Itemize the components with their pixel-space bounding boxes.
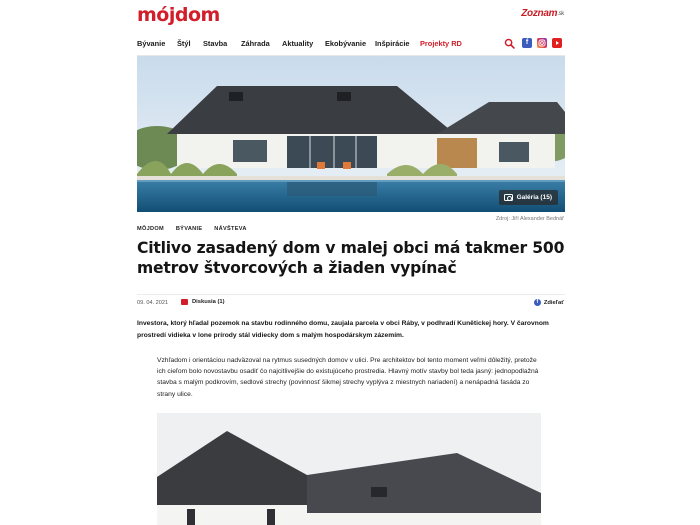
share-button[interactable] [534,299,564,306]
meta-divider [137,294,565,295]
nav-item-aktuality[interactable]: Aktuality [282,39,314,48]
nav-item-stavba[interactable]: Stavba [203,39,228,48]
breadcrumb-item[interactable]: MÔJDOM [137,226,164,232]
share-label: Zdieľať [543,299,564,306]
nav-actions [500,36,566,52]
partner-logo[interactable] [521,8,564,19]
breadcrumb-item[interactable]: NÁVŠTEVA [214,226,247,232]
article-title: Citlivo zasadený dom v malej obci má takmer 500 metrov štvorcových a žiaden vypínač [137,239,565,277]
hero-house-illustration [137,56,565,212]
discussion-label: Diskusia (1) [192,299,225,305]
site-header [0,0,700,30]
youtube-icon[interactable] [552,38,562,48]
nav-item-byvanie[interactable]: Bývanie [137,39,166,48]
comment-icon [181,299,188,305]
nav-item-projekty-rd[interactable]: Projekty RD [420,39,462,48]
instagram-icon[interactable] [537,38,547,48]
photo-credit: Zdroj: Jiří Alexander Bednář [495,216,564,222]
article-date: 09. 04. 2021 [137,300,169,306]
breadcrumb [137,226,257,232]
facebook-icon[interactable]: f [522,38,532,48]
partner-name: Zoznam [521,8,558,19]
nav-item-styl[interactable]: Štýl [177,39,191,48]
search-icon[interactable] [504,38,515,49]
site-logo[interactable]: mójdom [137,4,220,26]
article-paragraph: Vzhľadom i orientáciou nadväzoval na rytmus susedných domov v ulici. Pre architektov bol tento moment veľmi dôležitý, pretože ich cieľom bolo novostavbu osadiť čo najcitlivejšie do existujúceho prostredia. Hlavný motív stavby bol teda jasný: jednopodlažná stavba s malým podkrovím, sedlové strechy (povinnosť šikmej strechy vyplýva z miestnych nariadení) a nenápadná fasáda zo strany ulice. [157,357,539,398]
facebook-share-icon: f [534,299,541,306]
article-image[interactable] [157,413,541,525]
gallery-button[interactable] [499,190,558,205]
hero-image[interactable] [137,56,565,212]
breadcrumb-item[interactable]: BÝVANIE [175,226,203,232]
nav-item-ekobyvanie[interactable]: Ekobývanie [325,39,367,48]
nav-item-inspiracie[interactable]: Inšpirácie [375,39,410,48]
article-lead: Investora, ktorý hľadal pozemok na stavbu rodinného domu, zaujala parcela v obci Ráby, v podhradí Kunětickej hory. V čarovnom prostredí vidieka v lone prírody stál vidiecky dom s malým hospodárskym zázemím. [137,320,549,339]
partner-suffix: .sk [557,11,564,17]
discussion-link[interactable] [181,299,225,305]
camera-icon [504,194,513,201]
house-exterior-illustration [157,413,541,525]
nav-item-zahrada[interactable]: Záhrada [241,39,270,48]
gallery-label: Galéria (15) [516,194,552,201]
